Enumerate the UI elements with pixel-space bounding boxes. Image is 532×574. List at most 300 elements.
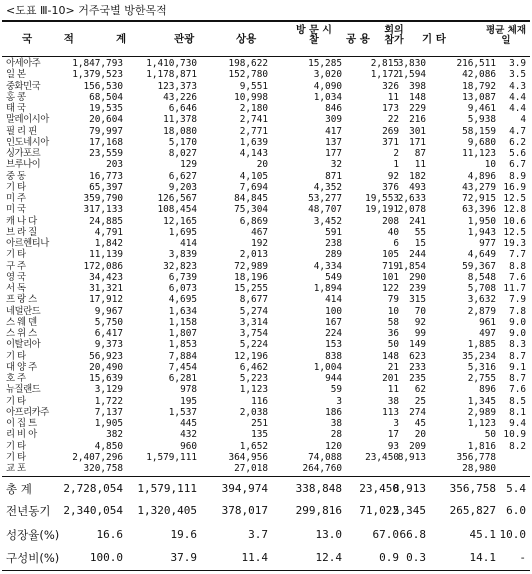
table-row [0,373,532,384]
cell-official: 10 [387,305,399,317]
cell-business: 4,105 [239,170,268,182]
cell-official: 58 [387,316,399,328]
cell-country: 프 랑 스 [6,294,37,306]
cell-total: 68,504 [89,91,123,103]
cell-total: 7,137 [94,406,123,418]
cell-other: 5,316 [467,361,496,373]
cell-other: 50 [484,429,496,441]
cell-total: 15,639 [89,373,123,384]
table-row [0,159,532,170]
cell-visit: 1,894 [313,283,342,294]
summary-tourism: 1,320,405 [137,504,197,517]
cell-avg-stay: 4.4 [509,91,526,103]
cell-business: 3,314 [239,316,268,328]
cell-total: 20,490 [89,361,123,373]
cell-business: 5,223 [239,373,268,384]
cell-other: 11,123 [462,148,496,159]
cell-other: 3,632 [467,294,496,306]
cell-conference: 239 [409,283,426,294]
cell-official: 201 [382,373,399,384]
cell-total: 16,773 [89,170,123,182]
cell-country: 일 본 [6,69,26,81]
cell-total: 9,373 [94,339,123,351]
table-row [0,171,532,182]
cell-other: 63,396 [462,204,496,216]
cell-visit: 15,285 [308,58,342,69]
summary-business: 11.4 [241,551,268,564]
summary-row [0,549,532,567]
cell-conference: 45 [414,418,426,429]
table-row [0,384,532,395]
cell-country: 이탈리아 [6,339,41,351]
cell-avg-stay: 19.3 [503,238,526,249]
cell-other: 4,896 [467,170,496,182]
table-row [0,114,532,125]
cell-tourism: 8,027 [168,148,197,159]
table-row [0,148,532,159]
cell-country: 호 주 [6,373,26,384]
cell-avg-stay: 4.3 [509,80,526,92]
cell-business: 7,694 [239,181,268,193]
cell-avg-stay: 9.4 [509,418,526,429]
cell-tourism: 6,073 [168,283,197,294]
cell-tourism: 7,884 [168,350,197,362]
cell-avg-stay: 12.5 [503,193,526,204]
cell-business: 6,869 [239,215,268,227]
table-row [0,362,532,373]
table-row [0,339,532,350]
cell-other: 216,511 [456,58,496,69]
cell-conference: 15 [414,238,426,249]
table-row [0,407,532,418]
cell-visit: 846 [325,103,342,114]
cell-other: 1,885 [467,339,496,351]
cell-visit: 309 [325,114,342,126]
cell-other: 497 [479,328,496,339]
table-row [0,463,532,474]
cell-conference: 1,854 [397,260,426,272]
table-row [0,418,532,429]
cell-avg-stay: 12.5 [503,226,526,238]
cell-tourism: 126,567 [157,193,197,204]
cell-total: 382 [106,429,123,441]
cell-official: 36 [387,328,399,339]
cell-business: 1,639 [239,136,268,148]
cell-total: 17,912 [89,294,123,306]
cell-avg-stay: 11.7 [503,283,526,294]
cell-tourism: 5,170 [168,136,197,148]
cell-business: 10,998 [234,91,268,103]
cell-tourism: 1,158 [168,316,197,328]
cell-visit: 4,352 [313,181,342,193]
cell-country: 필 리 핀 [6,125,37,137]
cell-avg-stay: 4.7 [509,125,526,137]
cell-official: 6 [393,238,399,249]
cell-official: 2 [393,148,399,159]
summary-label: 총 계 [6,482,32,496]
cell-visit: 38 [330,418,342,429]
cell-business: 2,771 [239,125,268,137]
cell-country: 기 타 [6,181,26,193]
summary-visit: 13.0 [315,528,342,541]
cell-total: 56,923 [89,350,123,362]
cell-business: 75,304 [234,204,268,216]
cell-tourism: 3,839 [168,249,197,261]
cell-official: 3 [393,418,399,429]
cell-total: 1,842 [94,238,123,249]
cell-avg-stay: 9.1 [509,361,526,373]
cell-other: 2,879 [467,305,496,317]
summary-other: 356,758 [449,482,496,495]
cell-total: 1,847,793 [72,58,123,69]
cell-conference: 182 [409,170,426,182]
cell-total: 79,997 [89,125,123,137]
summary-other: 45.1 [469,528,496,541]
summary-official: 23,450 [359,482,399,495]
summary-tourism: 37.9 [170,551,197,564]
summary-avg-stay: 6.0 [506,504,526,517]
cell-country: 이 집 트 [6,418,37,429]
cell-conference: 11 [414,159,426,171]
cell-conference: 1,594 [397,69,426,81]
cell-official: 1,172 [370,69,399,81]
cell-tourism: 123,373 [157,80,197,92]
cell-visit: 28 [330,429,342,441]
cell-conference: 62 [414,384,426,396]
cell-business: 84,845 [234,193,268,204]
cell-official: 21 [387,361,399,373]
table-row [0,182,532,193]
cell-other: 2,989 [467,406,496,418]
cell-visit: 137 [325,136,342,148]
cell-avg-stay: 16.9 [503,181,526,193]
cell-visit: 838 [325,350,342,362]
cell-avg-stay: 8.9 [509,170,526,182]
cell-visit: 59 [330,384,342,396]
cell-total: 3,129 [94,384,123,396]
cell-other: 961 [479,316,496,328]
cell-conference: 274 [409,406,426,418]
cell-tourism: 195 [180,395,197,407]
table-row [0,81,532,92]
cell-other: 1,950 [467,215,496,227]
header-conference: 회의 참가 [384,25,404,46]
cell-avg-stay: 7.9 [509,294,526,306]
cell-conference: 398 [409,80,426,92]
header-rule [2,56,530,57]
cell-visit: 120 [325,440,342,452]
cell-country: 구 주 [6,260,26,272]
table-row [0,227,532,238]
cell-visit: 153 [325,339,342,351]
cell-official: 719 [382,260,399,272]
cell-total: 1,379,523 [72,69,123,81]
cell-country: 홍 콩 [6,91,26,103]
cell-other: 356,778 [456,451,496,463]
cell-visit: 4,334 [313,260,342,272]
cell-visit: 3,452 [313,215,342,227]
cell-country: 대 양 주 [6,361,37,373]
summary-official: 0.9 [379,551,399,564]
table-row [0,429,532,440]
cell-conference: 87 [414,148,426,159]
header-other: 기 타 [422,33,446,45]
cell-total: 359,790 [83,193,123,204]
cell-business: 2,038 [239,406,268,418]
cell-visit: 167 [325,316,342,328]
cell-country: 기 타 [6,249,26,261]
summary-other: 14.1 [469,551,496,564]
bottom-rule [2,570,530,571]
summary-label: 구성비(%) [6,551,60,565]
cell-avg-stay: 7.6 [509,384,526,396]
cell-avg-stay: 3.5 [509,69,526,81]
cell-business: 2,741 [239,114,268,126]
cell-business: 198,622 [228,58,268,69]
summary-conference: 0.3 [406,551,426,564]
cell-business: 4,143 [239,148,268,159]
cell-tourism: 1,537 [168,406,197,418]
summary-total: 100.0 [89,551,123,564]
cell-conference: 229 [409,103,426,114]
cell-visit: 177 [325,148,342,159]
cell-visit: 74,088 [308,451,342,463]
cell-tourism: 1,579,111 [146,451,197,463]
cell-official: 371 [382,136,399,148]
table-row [0,238,532,249]
cell-total: 5,750 [94,316,123,328]
header-official: 공 용 [346,33,370,45]
cell-visit: 186 [325,406,342,418]
cell-official: 11 [387,91,399,103]
cell-country: 중 동 [6,170,26,182]
cell-country: 중화민국 [6,80,41,92]
cell-business: 8,677 [239,294,268,306]
cell-other: 59,367 [462,260,496,272]
cell-country: 영 국 [6,271,26,283]
cell-business: 20 [256,159,268,171]
summary-business: 378,017 [221,504,268,517]
cell-conference: 493 [409,181,426,193]
cell-tourism: 43,226 [163,91,197,103]
cell-visit: 238 [325,238,342,249]
cell-avg-stay: 6.2 [509,136,526,148]
cell-avg-stay: 7.8 [509,305,526,317]
cell-total: 2,407,296 [72,451,123,463]
table-row [0,351,532,362]
cell-total: 19,535 [89,103,123,114]
cell-country: 미 국 [6,204,26,216]
cell-total: 31,321 [89,283,123,294]
cell-business: 364,956 [228,451,268,463]
summary-total: 16.6 [96,528,123,541]
cell-country: 기 타 [6,395,26,407]
cell-business: 1,123 [239,384,268,396]
cell-other: 10 [484,159,496,171]
cell-visit: 3,020 [313,69,342,81]
table-row [0,216,532,227]
cell-country: 아프리카주 [6,406,49,418]
header-tourism: 관광 [174,33,195,45]
cell-country: 싱가포르 [6,148,41,159]
body-rule [2,476,530,477]
cell-conference: 171 [409,136,426,148]
cell-avg-stay: 3.9 [509,58,526,69]
summary-official: 71,022 [359,504,399,517]
cell-tourism: 1,410,730 [146,58,197,69]
cell-country: 캐 나 다 [6,215,37,227]
cell-conference: 2,633 [397,193,426,204]
cell-official: 269 [382,125,399,137]
cell-tourism: 108,454 [157,204,197,216]
cell-official: 79 [387,294,399,306]
cell-other: 72,915 [462,193,496,204]
cell-other: 42,086 [462,69,496,81]
header-total: 계 [116,33,127,45]
table-row [0,441,532,452]
cell-business: 9,551 [239,80,268,92]
cell-official: 93 [387,440,399,452]
cell-official: 376 [382,181,399,193]
summary-conference: 8,913 [392,482,426,495]
cell-total: 317,133 [83,204,123,216]
cell-business: 135 [251,429,268,441]
cell-avg-stay: 5.6 [509,148,526,159]
cell-tourism: 4,695 [168,294,197,306]
cell-conference: 209 [409,440,426,452]
cell-tourism: 6,627 [168,170,197,182]
cell-tourism: 414 [180,238,197,249]
table-row [0,306,532,317]
cell-tourism: 1,634 [168,305,197,317]
cell-tourism: 1,853 [168,339,197,351]
cell-visit: 4,090 [313,80,342,92]
cell-conference: 55 [414,226,426,238]
cell-tourism: 1,695 [168,226,197,238]
cell-official: 23,450 [365,451,399,463]
summary-row [0,502,532,520]
cell-tourism: 1,807 [168,328,197,339]
cell-country: 뉴질랜드 [6,384,41,396]
cell-total: 6,417 [94,328,123,339]
cell-avg-stay: 8.1 [509,406,526,418]
cell-official: 122 [382,283,399,294]
cell-conference: 20 [414,429,426,441]
cell-tourism: 1,178,871 [146,69,197,81]
summary-avg-stay: - [519,551,526,564]
cell-visit: 264,760 [302,463,342,474]
cell-conference: 148 [409,91,426,103]
table-row [0,126,532,137]
cell-avg-stay: 8.3 [509,339,526,351]
cell-tourism: 6,646 [168,103,197,114]
cell-tourism: 129 [180,159,197,171]
table-row [0,137,532,148]
cell-conference: 301 [409,125,426,137]
summary-row [0,526,532,544]
cell-country: 말레이시아 [6,114,49,126]
cell-other: 1,816 [467,440,496,452]
cell-tourism: 6,281 [168,373,197,384]
cell-avg-stay: 10.9 [503,429,526,441]
cell-country: 기 타 [6,350,26,362]
cell-total: 203 [106,159,123,171]
cell-other: 1,345 [467,395,496,407]
cell-avg-stay: 9.0 [509,316,526,328]
cell-total: 11,139 [89,249,123,261]
cell-business: 251 [251,418,268,429]
cell-other: 9,680 [467,136,496,148]
cell-total: 20,604 [89,114,123,126]
table-row [0,396,532,407]
cell-tourism: 978 [180,384,197,396]
cell-other: 4,649 [467,249,496,261]
cell-total: 172,086 [83,260,123,272]
cell-total: 1,905 [94,418,123,429]
cell-conference: 2,078 [397,204,426,216]
cell-visit: 224 [325,328,342,339]
cell-avg-stay: 9.0 [509,328,526,339]
cell-conference: 99 [414,328,426,339]
cell-visit: 100 [325,305,342,317]
cell-visit: 417 [325,125,342,137]
cell-country: 네덜란드 [6,305,41,317]
cell-tourism: 9,203 [168,181,197,193]
cell-country: 서 독 [6,283,26,294]
cell-tourism: 960 [180,440,197,452]
cell-avg-stay: 6.7 [509,159,526,171]
cell-official: 2,815 [370,58,399,69]
cell-country: 아세아주 [6,58,41,69]
cell-avg-stay: 7.7 [509,249,526,261]
cell-country: 스 웨 덴 [6,316,37,328]
cell-tourism: 445 [180,418,197,429]
cell-official: 92 [387,170,399,182]
cell-total: 4,850 [94,440,123,452]
cell-visit: 289 [325,249,342,261]
cell-avg-stay: 12.8 [503,204,526,216]
cell-other: 8,548 [467,271,496,283]
cell-conference: 244 [409,249,426,261]
cell-official: 326 [382,80,399,92]
cell-country: 아르헨티나 [6,238,49,249]
cell-business: 467 [251,226,268,238]
cell-other: 58,159 [462,125,496,137]
table-row [0,283,532,294]
cell-country: 브루나이 [6,159,41,171]
cell-tourism: 18,080 [163,125,197,137]
summary-row [0,480,532,498]
cell-avg-stay: 8.7 [509,373,526,384]
cell-total: 34,423 [89,271,123,283]
cell-business: 27,018 [234,463,268,474]
table-row [0,69,532,80]
cell-other: 5,938 [467,114,496,126]
header-business: 상용 [236,33,257,45]
cell-total: 23,559 [89,148,123,159]
summary-avg-stay: 10.0 [499,528,526,541]
summary-tourism: 1,579,111 [137,482,197,495]
cell-business: 18,196 [234,271,268,283]
cell-visit: 944 [325,373,342,384]
cell-total: 17,168 [89,136,123,148]
summary-visit: 299,816 [295,504,342,517]
cell-official: 22 [387,114,399,126]
cell-avg-stay: 8.5 [509,395,526,407]
cell-other: 1,123 [467,418,496,429]
summary-total: 2,340,054 [63,504,123,517]
table-row [0,261,532,272]
